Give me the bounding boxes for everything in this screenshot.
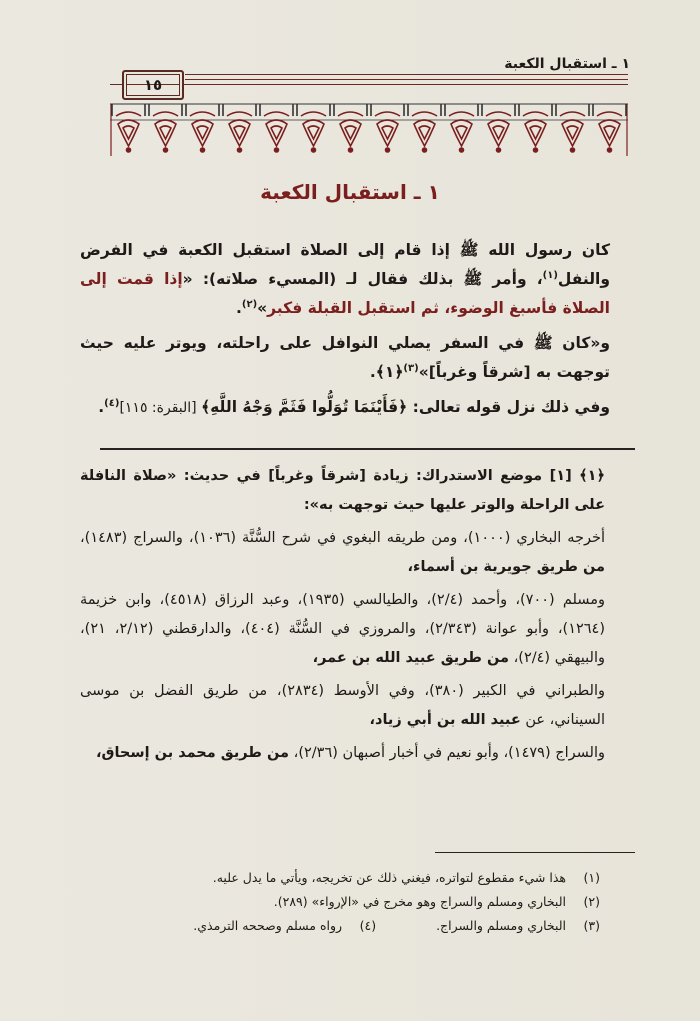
footnote-4-text: رواه مسلم وصححه الترمذي. [193, 918, 343, 933]
hadith-quote: إذا قمت إلى الصلاة فأسبغ الوضوء، ثم استقبل القبلة فكبر [80, 270, 610, 317]
footnote-3-text: البخاري ومسلم والسراج. [436, 918, 566, 933]
footnote-1-text: هذا شيء مقطوع لتواتره، فيغني ذلك عن تخريجه، ويأتي ما يدل عليه. [212, 870, 566, 885]
addition-mark: ﴿١﴾ [375, 363, 404, 381]
p3-dot: . [98, 398, 105, 416]
note-heading-text: [١] موضع الاستدراك: زيادة [شرقاً وغرباً] في حديث: «صلاة النافلة على الراحلة والوتر عليها حيث توجهت به»: [80, 468, 605, 513]
footnote-ref-1: (١) [542, 269, 558, 281]
note-para-4-chain: من طريق محمد بن إسحاق، [96, 745, 290, 761]
note-para-3 [80, 677, 605, 735]
main-text [80, 236, 610, 429]
main-divider [100, 448, 635, 450]
note-para-4 [80, 739, 605, 768]
footnote-3-number: (٣) [583, 918, 600, 933]
p1-dot: . [235, 299, 242, 317]
running-header-title: ١ ـ استقبال الكعبة [504, 56, 630, 72]
footnote-divider [435, 852, 635, 853]
note-para-2 [80, 586, 605, 673]
note-para-4-text: والسراج (١٤٧٩)، وأبو نعيم في أخبار أصبهان (٢/٣٦)، [289, 745, 605, 761]
p2-text: و«كان ﷺ في السفر يصلي النوافل على راحلته، ويوتر عليه حيث توجهت به [شرقاً وغرباً]» [80, 334, 610, 381]
p1-text-b: ، وأمر ﷺ بذلك فقال لـ (المسيء صلاته): « [182, 270, 543, 288]
quran-verse: ﴿فَأَيْنَمَا تُوَلُّوا فَثَمَّ وَجْهُ اللَّهِ﴾ [201, 398, 408, 416]
decorative-border-ornament [110, 102, 628, 158]
p3-text: وفي ذلك نزل قوله تعالى: [407, 398, 610, 416]
header-rule-mid [185, 79, 628, 80]
header-rule-top [185, 74, 628, 75]
note-mark: ﴿١﴾ [579, 468, 605, 484]
note-para-2-chain: من طريق عبيد الله بن عمر، [312, 650, 509, 666]
paragraph-1 [80, 236, 610, 323]
footnote-3-4 [90, 914, 600, 938]
p1-text: كان رسول الله ﷺ إذا قام إلى الصلاة استقبل الكعبة في الفرض والنفل [80, 241, 611, 288]
page-number: ١٥ [122, 70, 184, 100]
note-para-3-chain: عبيد الله بن أبي زياد، [369, 712, 521, 728]
footnote-ref-2: (٢) [241, 298, 258, 310]
footnote-ref-4: (٤) [104, 397, 120, 409]
note-para-2-text: ومسلم (٧٠٠)، وأحمد (٢/٤)، والطيالسي (١٩٣٥)، وعبد الرزاق (٤٥١٨)، وابن خزيمة (١٢٦٤)، وأبو عوانة (٢/٣٤٣)، والمروزي في السُّنَّة (٤٠٤)، والدارقطني (٢/١٢، ٢١)، والبيهقي (٢/٤)، [80, 592, 606, 666]
header-rule-bottom [110, 84, 628, 85]
paragraph-3 [80, 393, 610, 423]
note-para-1-chain: من طريق جويرية بن أسماء، [407, 559, 605, 575]
note-para-1-text: أخرجه البخاري (١٠٠٠)، ومن طريقه البغوي في شرح السُّنَّة (١٠٣٦)، والسراج (١٤٨٣)، [80, 530, 605, 546]
chapter-title: ١ ـ استقبال الكعبة [260, 180, 440, 204]
footnote-4-number: (٤) [359, 918, 377, 933]
p1-quote-end: » [257, 299, 268, 317]
footnote-2-number: (٢) [583, 894, 600, 909]
verse-reference: [البقرة: ١١٥] [119, 400, 202, 416]
note-heading [80, 462, 605, 520]
footnote-1-number: (١) [583, 870, 600, 885]
note-para-1 [80, 524, 605, 582]
footnotes [90, 866, 600, 938]
footnote-1 [90, 866, 600, 890]
p2-dot: . [369, 363, 376, 381]
footnote-2 [90, 890, 600, 914]
istidrak-notes [80, 462, 605, 772]
footnote-2-text: البخاري ومسلم والسراج وهو مخرج في «الإرواء» (٢٨٩). [273, 894, 566, 909]
note-para-3-text: والطبراني في الكبير (٣٨٠)، وفي الأوسط (٢٨٣٤)، من طريق الفضل بن موسى السيناني، عن [80, 683, 605, 728]
paragraph-2 [80, 329, 610, 387]
footnote-ref-3: (٣) [403, 362, 419, 374]
